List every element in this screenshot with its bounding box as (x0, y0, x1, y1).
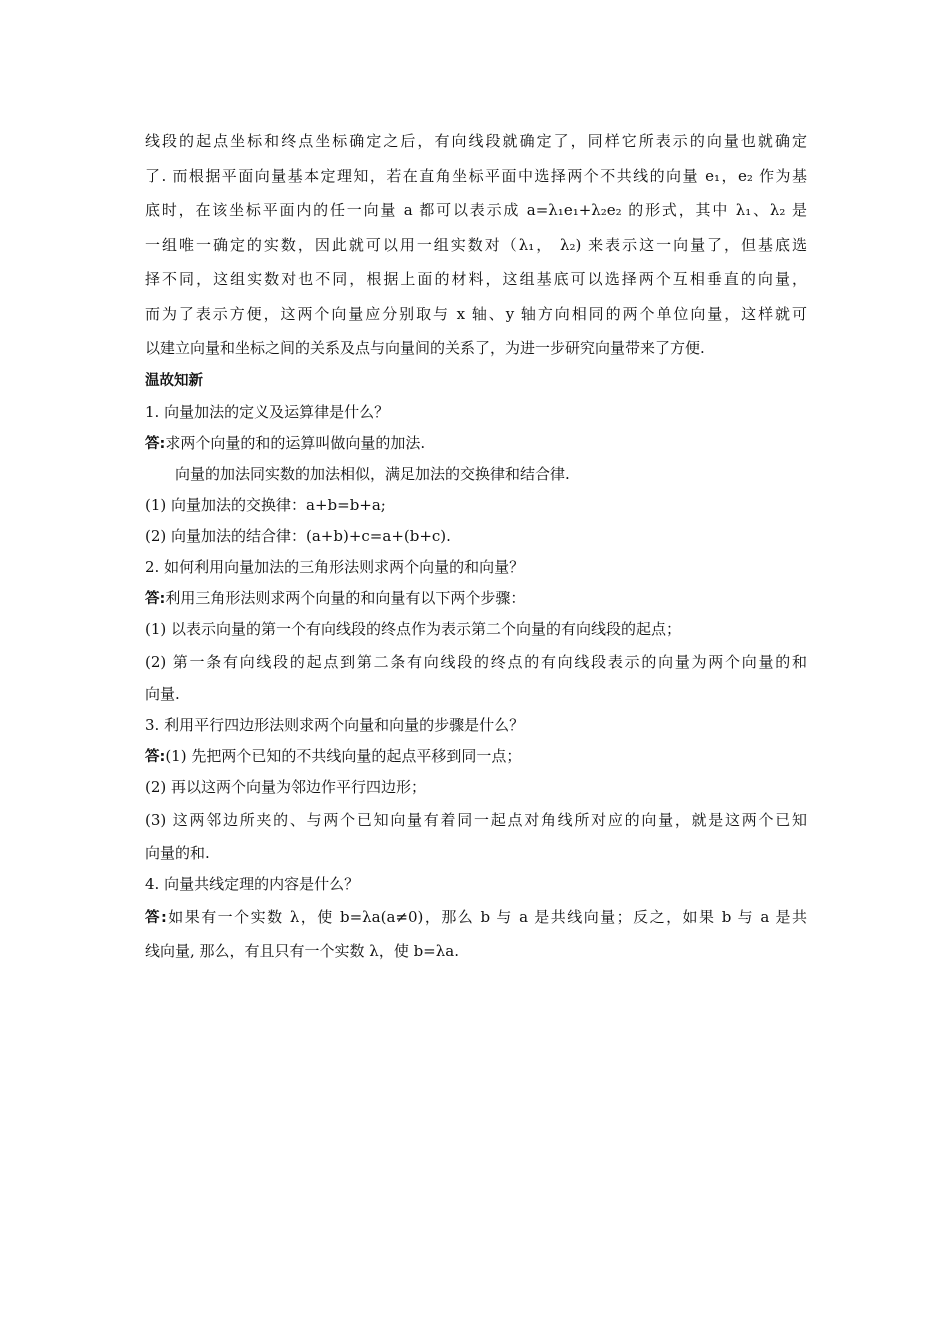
answer-3-item-2: (2) 再以这两个向量为邻边作平行四边形； (145, 778, 427, 796)
answer-3-item-3-cont: 向量的和. (145, 843, 210, 862)
answer-2-text: 利用三角形法则求两个向量的和向量有以下两个步骤： (165, 588, 526, 607)
answer-1-text: 求两个向量的和的运算叫做向量的加法. (165, 433, 426, 452)
answer-1-item-1: (1) 向量加法的交换律：a+b=b+a; (145, 495, 386, 514)
answer-1-note: 向量的加法同实数的加法相似，满足加法的交换律和结合律. (175, 464, 570, 483)
answer-4-text: 如果有一个实数 λ，使 b=λa(a≠0)，那么 b 与 a 是共线向量；反之，如果 b 与 a 是共 (166, 907, 807, 926)
answer-label: 答: (145, 590, 166, 607)
intro-line-1: 线段的起点坐标和终点坐标确定之后，有向线段就确定了，同样它所表示的向量也就确定 (145, 132, 807, 150)
intro-line-4: 一组唯一确定的实数，因此就可以用一组实数对（λ₁， λ₂) 来表示这一向量了，但基底选 (145, 235, 807, 254)
answer-label: 答: (145, 909, 167, 926)
section-title: 温故知新 (145, 372, 203, 389)
answer-label: 答: (145, 749, 166, 765)
answer-1-item-2: (2) 向量加法的结合律：(a+b)+c=a+(b+c). (145, 526, 451, 545)
answer-3 (145, 741, 807, 772)
answer-2 (145, 583, 807, 614)
intro-line-7: 以建立向量和坐标之间的关系及点与向量间的关系了，为进一步研究向量带来了方便. (145, 339, 705, 357)
intro-line-5: 择不同，这组实数对也不同，根据上面的材料，这组基底可以选择两个互相垂直的向量， (145, 270, 807, 288)
answer-4 (145, 900, 807, 935)
question-2: 2. 如何利用向量加法的三角形法则求两个向量的和向量？ (145, 557, 525, 576)
answer-2-item-1: (1) 以表示向量的第一个有向线段的终点作为表示第二个向量的有向线段的起点； (145, 619, 682, 638)
answer-label: 答: (145, 435, 166, 452)
intro-line-3: 底时，在该坐标平面内的任一向量 a 都可以表示成 a=λ₁e₁+λ₂e₂ 的形式，其中 λ₁、λ₂ 是 (145, 201, 807, 219)
answer-4-cont: 线向量, 那么，有且只有一个实数 λ，使 b=λa. (145, 942, 459, 960)
intro-line-6: 而为了表示方便，这两个向量应分别取与 x 轴、y 轴方向相同的两个单位向量，这样就可 (145, 304, 807, 323)
question-3: 3. 利用平行四边形法则求两个向量和向量的步骤是什么？ (145, 716, 525, 734)
document-body (145, 124, 807, 969)
intro-line-2: 了. 而根据平面向量基本定理知，若在直角坐标平面中选择两个不共线的向量 e₁，e₂ 作为基 (145, 166, 807, 185)
answer-1 (145, 428, 807, 459)
answer-3-item-3: (3) 这两邻边所夹的、与两个已知向量有着同一起点对角线所对应的向量，就是这两个已知 (145, 811, 807, 829)
answer-2-item-2: (2) 第一条有向线段的起点到第二条有向线段的终点的有向线段表示的向量为两个向量的和 (145, 652, 807, 671)
question-1: 1. 向量加法的定义及运算律是什么？ (145, 402, 390, 421)
answer-3-text: (1) 先把两个已知的不共线向量的起点平移到同一点； (165, 747, 522, 765)
question-4: 4. 向量共线定理的内容是什么？ (145, 874, 360, 893)
answer-2-item-2-cont: 向量. (145, 685, 180, 703)
